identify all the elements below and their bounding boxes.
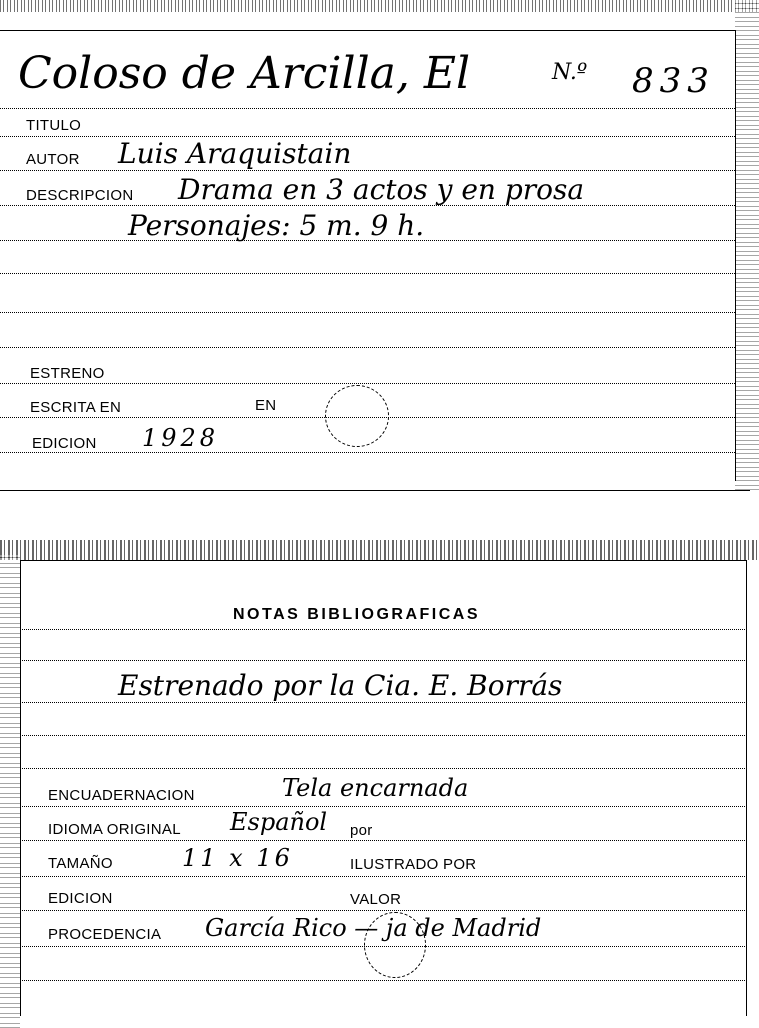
rule xyxy=(20,910,745,911)
valor-label: VALOR xyxy=(350,891,402,908)
rule xyxy=(0,205,735,206)
tamano-value: 11 x 16 xyxy=(182,844,293,872)
stamp-circle xyxy=(325,385,389,447)
rule xyxy=(20,629,745,630)
rule xyxy=(20,980,745,981)
rule xyxy=(20,806,745,807)
rule xyxy=(0,383,735,384)
descripcion-label: DESCRIPCION xyxy=(26,187,134,204)
rule xyxy=(0,347,735,348)
tamano-label: TAMAÑO xyxy=(48,855,113,872)
autor-value: Luis Araquistain xyxy=(118,137,352,170)
rule xyxy=(20,660,745,661)
rule xyxy=(20,876,745,877)
rule xyxy=(0,136,735,137)
estreno-label: ESTRENO xyxy=(30,365,105,382)
rule xyxy=(0,170,735,171)
stamp-circle-2 xyxy=(364,912,426,978)
procedencia-label: PROCEDENCIA xyxy=(48,926,162,943)
autor-label: AUTOR xyxy=(26,151,80,168)
rule xyxy=(20,768,745,769)
idioma-label: IDIOMA ORIGINAL xyxy=(48,821,181,838)
rule xyxy=(20,702,745,703)
card-heading: NOTAS BIBLIOGRAFICAS xyxy=(233,606,481,623)
encuadernacion-value: Tela encarnada xyxy=(282,774,469,802)
rule xyxy=(0,452,735,453)
card-title: Coloso de Arcilla, El xyxy=(18,48,471,99)
edicion-label-2: EDICION xyxy=(48,890,113,907)
rule xyxy=(0,108,735,109)
idioma-value: Español xyxy=(230,808,328,836)
scan-noise-right xyxy=(735,0,759,490)
scan-noise-middle xyxy=(0,540,759,560)
descripcion-value: Drama en 3 actos y en prosa xyxy=(178,173,585,206)
scan-noise-left xyxy=(0,555,20,1028)
rule xyxy=(20,735,745,736)
card-number: 833 xyxy=(632,61,715,101)
edicion-label: EDICION xyxy=(32,435,97,452)
en-label: EN xyxy=(255,397,277,414)
number-label: N.º xyxy=(552,60,588,85)
rule xyxy=(20,840,745,841)
descripcion-value-2: Personajes: 5 m. 9 h. xyxy=(128,209,425,242)
ilustrado-label: ILUSTRADO POR xyxy=(350,856,477,873)
rule xyxy=(0,240,735,241)
rule xyxy=(0,312,735,313)
escrita-label: ESCRITA EN xyxy=(30,399,122,416)
scan-noise-top xyxy=(0,0,759,12)
rule xyxy=(0,273,735,274)
procedencia-value: García Rico — ja de Madrid xyxy=(205,914,542,942)
por-label: por xyxy=(350,822,373,839)
edicion-value: 1928 xyxy=(142,424,220,452)
note-text: Estrenado por la Cia. E. Borrás xyxy=(118,669,563,702)
encuadernacion-label: ENCUADERNACION xyxy=(48,787,195,804)
titulo-label: TITULO xyxy=(26,117,82,134)
card-1-bottom-line xyxy=(0,490,750,491)
